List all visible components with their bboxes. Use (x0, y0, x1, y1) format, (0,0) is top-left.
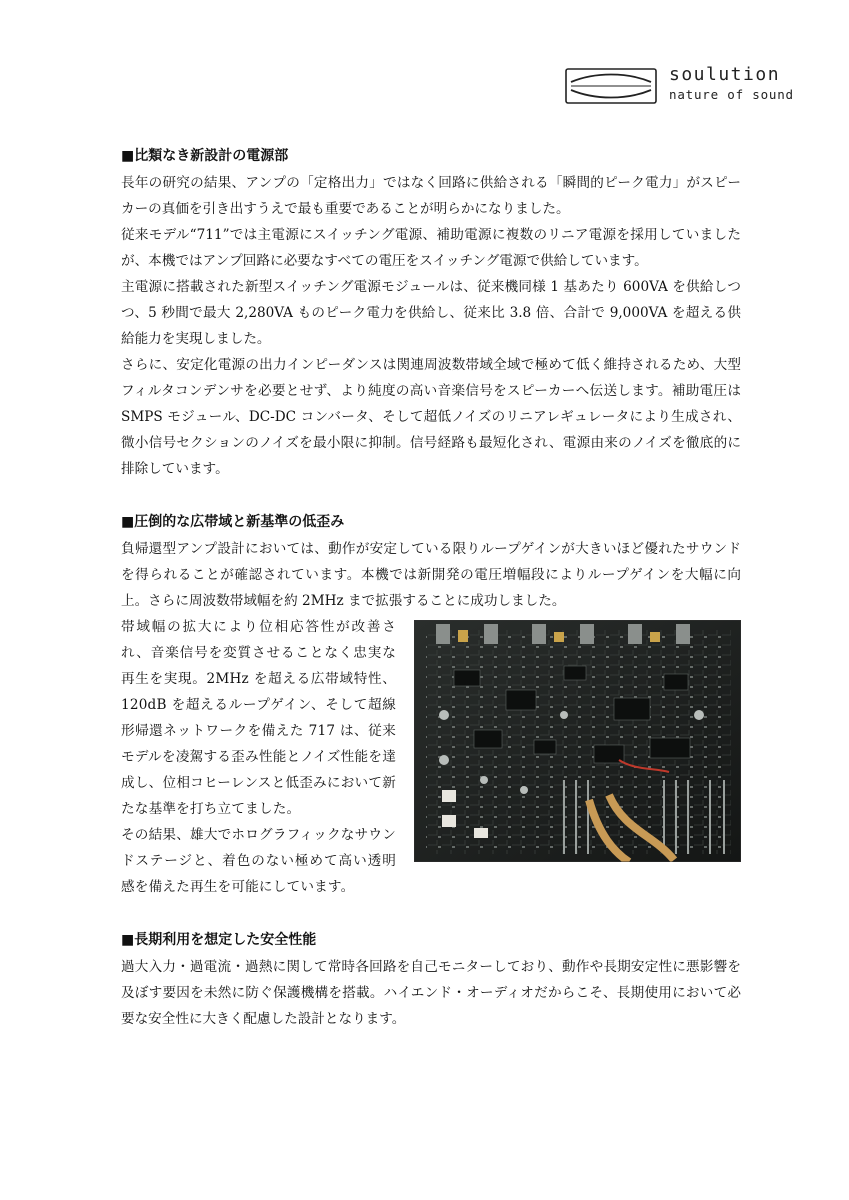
paragraph: 負帰還型アンプ設計においては、動作が安定している限りループゲインが大きいほど優れたサウンドを得られることが確認されています。本機では新開発の電圧増幅段によりループゲインを大幅に向上。さらに周波数帯域幅を約 2MHz まで拡張することに成功しました。 (121, 541, 741, 609)
spacer (121, 900, 741, 924)
spacer (121, 482, 741, 506)
text-with-photo (121, 614, 741, 900)
section-heading-bandwidth: ■圧倒的な広帯域と新基準の低歪み (121, 514, 345, 530)
circuit-board-photo (414, 620, 741, 862)
logo-text (669, 66, 794, 102)
paragraph: 長年の研究の結果、アンプの「定格出力」ではなく回路に供給される「瞬間的ピーク電力」がスピーカーの真価を引き出すうえで最も重要であることが明らかになりました。 (121, 175, 741, 217)
logo-mark-icon (565, 68, 657, 104)
circuit-board-image (414, 620, 741, 862)
paragraph: 過大入力・過電流・過熱に関して常時各回路を自己モニターしており、動作や長期安定性に悪影響を及ぼす要因を未然に防ぐ保護機構を搭載。ハイエンド・オーディオだからこそ、長期使用において必要な安全性に大きく配慮した設計となります。 (121, 959, 741, 1027)
document-body (121, 140, 741, 1032)
brand-logo (565, 66, 805, 106)
section-heading-safety: ■長期利用を想定した安全性能 (121, 932, 317, 948)
paragraph: その結果、雄大でホログラフィックなサウンドステージと、着色のない極めて高い透明感を備えた再生を可能にしています。 (121, 827, 396, 895)
brand-name: soulution (669, 64, 781, 85)
paragraph: 主電源に搭載された新型スイッチング電源モジュールは、従来機同様 1 基あたり 600VA を供給しつつ、5 秒間で最大 2,280VA ものピーク電力を供給し、従来比 3.8 倍、合計で 9,000VA を超える供給能力を実現しました。 (121, 279, 741, 347)
section-heading-power: ■比類なき新設計の電源部 (121, 148, 289, 164)
brand-tagline: nature of sound (669, 87, 794, 102)
paragraph: さらに、安定化電源の出力インピーダンスは関連周波数帯域全域で極めて低く維持されるため、大型フィルタコンデンサを必要とせず、より純度の高い音楽信号をスピーカーへ伝送します。補助電圧は SMPS モジュール、DC-DC コンバータ、そして超低ノイズのリニアレギュレータにより生成され、微小信号セクションのノイズを最小限に抑制。信号経路も最短化され、電源由来のノイズを徹底的に排除しています。 (121, 357, 741, 477)
paragraph: 帯域幅の拡大により位相応答性が改善され、音楽信号を変質させることなく忠実な再生を実現。2MHz を超える広帯域特性、120dB を超えるループゲイン、そして超線形帰還ネットワークを備えた 717 は、従来モデルを凌駕する歪み性能とノイズ性能を達成し、位相コヒーレンスと低歪みにおいて新たな基準を打ち立てました。 (121, 619, 396, 817)
paragraph: 従来モデル“711”では主電源にスイッチング電源、補助電源に複数のリニア電源を採用していましたが、本機ではアンプ回路に必要なすべての電圧をスイッチング電源で供給しています。 (121, 227, 741, 269)
bandwidth-text-column (121, 614, 396, 900)
